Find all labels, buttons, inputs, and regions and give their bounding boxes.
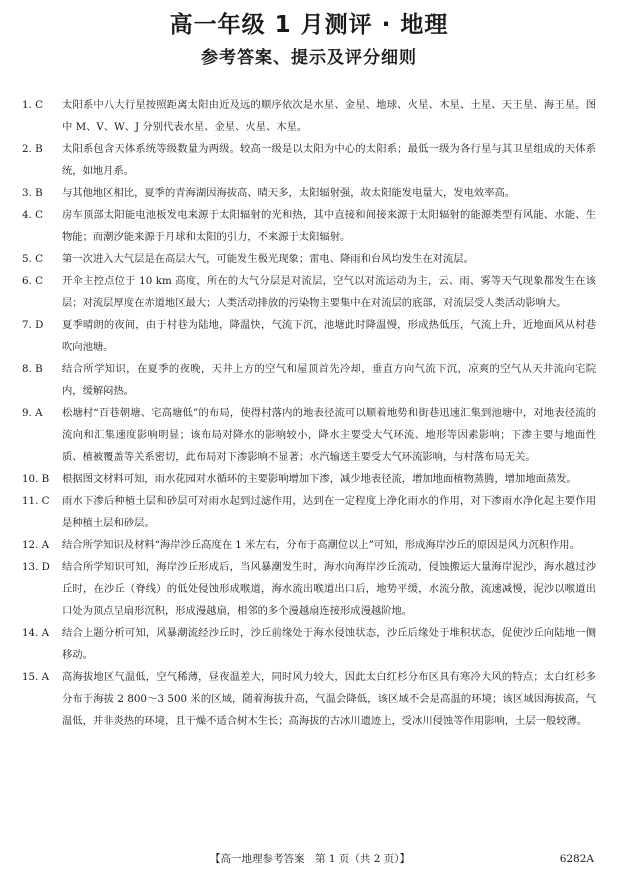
answer-explanation: 与其他地区相比，夏季的青海湖因海拔高、晴天多，太阳辐射强，故太阳能发电量大，发电效率高。	[62, 187, 516, 199]
page-title: 高一年级 1 月测评 · 地理	[169, 12, 449, 38]
answer-number: 10. B	[22, 473, 50, 485]
answer-item-13	[22, 556, 596, 622]
answer-explanation: 房车顶部太阳能电池板发电来源于太阳辐射的光和热，其中直接和间接来源于太阳辐射的能源类型有风能、水能、生物能；而潮汐能来源于月球和太阳的引力，不来源于太阳辐射。	[62, 209, 596, 243]
answer-item-3	[22, 182, 596, 204]
answer-explanation: 高海拔地区气温低，空气稀薄，昼夜温差大，同时风力较大，因此太白红杉分布区具有寒冷大风的特点；太白红杉多分布于海拔 2 800～3 500 米的区域，随着海拔升高，气温会降低，该区域不会是高温的环境；该区域因海拔高，气温低，并非炎热的环境，且干燥不适合树木生长；高海拔的古冰川遗迹上，受冰川侵蚀等作用影响，土层一般较薄。	[62, 671, 596, 727]
answer-number: 4. C	[22, 209, 43, 221]
answer-explanation: 结合所学知识及材料“海岸沙丘高度在 1 米左右，分布于高潮位以上”可知，形成海岸沙丘的原因是风力沉积作用。	[62, 539, 580, 551]
answer-explanation: 雨水下渗后种植土层和砂层可对雨水起到过滤作用，达到在一定程度上净化雨水的作用，对下渗雨水净化起主要作用是种植土层和砂层。	[62, 495, 596, 529]
answer-number: 12. A	[22, 539, 50, 551]
footer-page-info: 【高一地理参考答案 第 1 页（共 2 页）】	[210, 853, 410, 865]
answer-item-2	[22, 138, 596, 182]
page-subtitle: 参考答案、提示及评分细则	[201, 48, 417, 68]
answer-item-12	[22, 534, 596, 556]
answer-explanation: 太阳系包含天体系统等级数量为两级。较高一级是以太阳为中心的太阳系；最低一级为各行星与其卫星组成的天体系统，如地月系。	[62, 143, 596, 177]
answer-number: 1. C	[22, 99, 43, 111]
answer-item-14	[22, 622, 596, 666]
answer-number: 8. B	[22, 363, 43, 375]
answer-item-10	[22, 468, 596, 490]
answer-number: 6. C	[22, 275, 43, 287]
footer-doc-code: 6282A	[559, 853, 594, 865]
answer-explanation: 根据图文材料可知，雨水花园对水循环的主要影响增加下渗，减少地表径流，增加地面植物蒸腾，增加地面蒸发。	[62, 473, 577, 485]
answer-explanation: 太阳系中八大行星按照距离太阳由近及远的顺序依次是水星、金星、地球、火星、木星、土星、天王星、海王星。图中 M、V、W、J 分别代表水星、金星、火星、木星。	[62, 99, 596, 133]
answer-number: 13. D	[22, 561, 50, 573]
answer-item-1	[22, 94, 596, 138]
answer-number: 5. C	[22, 253, 43, 265]
answer-explanation: 结合所学知识，在夏季的夜晚，天井上方的空气和屋顶首先冷却，垂直方向气流下沉，凉爽的空气从天井流向宅院内，缓解闷热。	[62, 363, 596, 397]
answer-number: 9. A	[22, 407, 43, 419]
answer-number: 3. B	[22, 187, 43, 199]
answer-explanation: 松塘村“百巷朝塘、宅高塘低”的布局，使得村落内的地表径流可以顺着地势和街巷迅速汇集到池塘中，对地表径流的流向和汇集速度影响明显；该布局对降水的影响较小，降水主要受大气环流、地形等因素影响；下渗主要与地面性质、植被覆盖等关系密切，此布局对下渗影响不显著；水汽输送主要受大气环流影响，与村落布局无关。	[62, 407, 596, 463]
answer-explanation: 结合所学知识可知，海岸沙丘形成后，当风暴潮发生时，海水向海岸沙丘流动，侵蚀搬运大量海岸泥沙，海水越过沙丘时，在沙丘（脊线）的低处侵蚀形成喉道，海水流出喉道出口后，地势平缓，水流分散，流速减慢，泥沙以喉道出口处为顶点呈扇形沉积，形成漫越扇，相邻的多个漫越扇连接形成漫越阶地。	[62, 561, 596, 617]
answer-explanation: 开伞主控点位于 10 km 高度，所在的大气分层是对流层，空气以对流运动为主，云、雨、雾等天气现象都发生在该层；对流层厚度在赤道地区最大；人类活动排放的污染物主要集中在对流层的底部，对流层受人类活动影响大。	[62, 275, 596, 309]
answer-number: 2. B	[22, 143, 43, 155]
answer-list	[22, 94, 596, 732]
answer-item-11	[22, 490, 596, 534]
answer-explanation: 第一次进入大气层是在高层大气，可能发生极光现象；雷电、降雨和台风均发生在对流层。	[62, 253, 474, 265]
answer-item-15	[22, 666, 596, 732]
answer-number: 15. A	[22, 671, 50, 683]
answer-item-7	[22, 314, 596, 358]
answer-number: 11. C	[22, 495, 50, 507]
answer-item-6	[22, 270, 596, 314]
answer-number: 14. A	[22, 627, 50, 639]
answer-number: 7. D	[22, 319, 44, 331]
answer-explanation: 夏季晴朗的夜间，由于村巷为陆地，降温快，气流下沉，池塘此时降温慢，形成热低压，气流上升，近地面风从村巷吹向池塘。	[62, 319, 596, 353]
answer-item-4	[22, 204, 596, 248]
answer-explanation: 结合上题分析可知，风暴潮流经沙丘时，沙丘前缘处于海水侵蚀状态，沙丘后缘处于堆积状态，促使沙丘向陆地一侧移动。	[62, 627, 596, 661]
answer-item-8	[22, 358, 596, 402]
answer-item-5	[22, 248, 596, 270]
answer-item-9	[22, 402, 596, 468]
